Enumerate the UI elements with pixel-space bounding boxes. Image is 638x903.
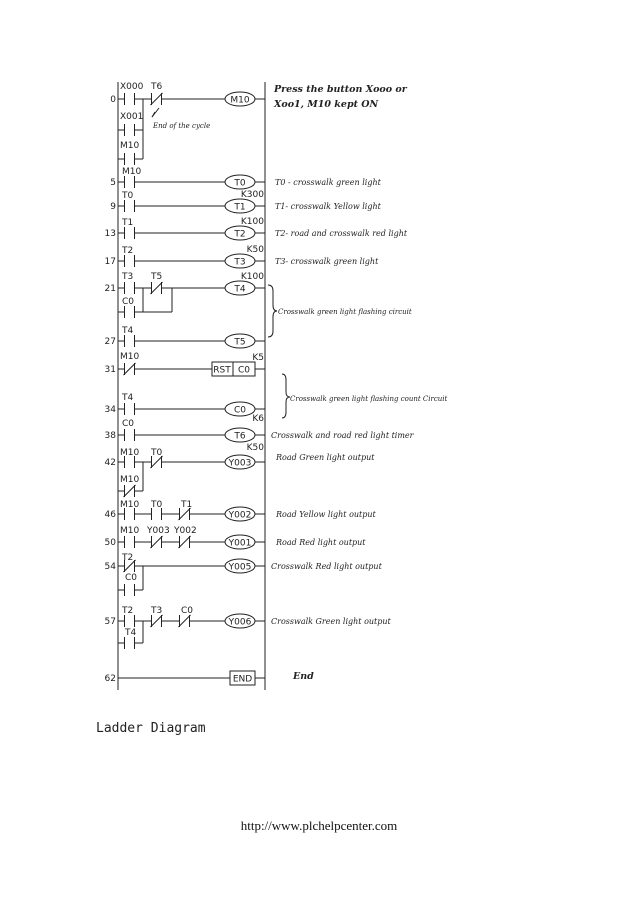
contact-t5-rung21 <box>151 282 163 294</box>
end-instruction-label: END <box>232 674 253 685</box>
step-9: 9 <box>110 202 116 212</box>
contact-m10b-rung42-label: M10 <box>120 475 140 485</box>
step-13: 13 <box>104 229 116 239</box>
coil-t1-label: T1 <box>234 202 246 213</box>
step-17: 17 <box>104 257 116 267</box>
preset-rung-13: K100 <box>240 217 264 227</box>
step-34: 34 <box>104 405 116 415</box>
contact-c0-rung38-label: C0 <box>122 419 135 429</box>
coil-y003-label: Y003 <box>228 458 252 469</box>
contact-t6 <box>151 93 163 105</box>
coil-rst-c0-label: C0 <box>237 365 251 376</box>
contact-m10-rung50 <box>125 536 135 548</box>
step-38: 38 <box>104 431 116 441</box>
note-rung-17: T3- crosswalk green light <box>275 257 379 266</box>
note-rung-46: Road Yellow light output <box>276 510 376 519</box>
contact-t4-rung57-label: T4 <box>125 628 137 638</box>
contact-c0-rung21-label: C0 <box>122 297 135 307</box>
note-rung-0-line2: Xoo1, M10 kept ON <box>274 99 379 110</box>
step-62: 62 <box>104 674 116 684</box>
contact-rung-5-label: M10 <box>122 167 142 177</box>
note-flashing-count: Crosswalk green light flashing count Circuit <box>290 395 448 403</box>
contact-y003-rung50-label: Y003 <box>147 526 170 536</box>
figure-caption: Ladder Diagram <box>96 721 206 736</box>
contact-m10-rung31 <box>124 363 136 375</box>
step-5: 5 <box>110 178 116 188</box>
contact-m10-rung50-label: M10 <box>120 526 140 536</box>
coil-t3-label: T3 <box>234 257 246 268</box>
contact-rung-13 <box>125 227 135 239</box>
contact-rung-17-label: T2 <box>122 246 134 256</box>
contact-x000-label: X000 <box>120 82 144 92</box>
contact-y002-rung50-label: Y002 <box>174 526 197 536</box>
contact-t3-rung57-label: T3 <box>151 606 163 616</box>
contact-m10-rung42-label: M10 <box>120 448 140 458</box>
step-21: 21 <box>104 284 116 294</box>
note-rung-42: Road Green light output <box>276 453 375 462</box>
contact-c0-rung38 <box>125 429 135 441</box>
contact-t4-rung34-label: T4 <box>122 393 134 403</box>
preset-rung-31: K5 <box>252 353 264 363</box>
preset-rung-34: K6 <box>252 414 264 424</box>
ladder-texts <box>105 82 415 685</box>
contact-t1-rung46-label: T1 <box>181 500 193 510</box>
coil-rst-c0-op: RST <box>213 365 231 376</box>
contact-t2-rung57 <box>125 615 135 627</box>
footer-url[interactable]: http://www.plchelpcenter.com <box>240 818 398 833</box>
contact-rung-13-label: T1 <box>122 218 134 228</box>
contact-m10-rung46-label: M10 <box>120 500 140 510</box>
contact-m10-rung31-label: M10 <box>120 352 140 362</box>
contact-t4-rung34 <box>125 403 135 415</box>
coil-t5-label: T5 <box>234 337 246 348</box>
preset-rung-42: K50 <box>246 443 264 453</box>
contact-x000 <box>125 93 135 105</box>
coil-y001-label: Y001 <box>228 538 252 549</box>
note-rung-50: Road Red light output <box>276 538 366 547</box>
preset-rung-21: K100 <box>240 272 264 282</box>
coil-m10-label: M10 <box>230 95 250 106</box>
contact-t3-rung21-label: T3 <box>122 272 134 282</box>
coil-t2-label: T2 <box>234 229 246 240</box>
contact-m10-hold <box>125 153 135 165</box>
coil-y002-label: Y002 <box>228 510 252 521</box>
note-rung-57: Crosswalk Green light output <box>271 617 391 626</box>
contact-c0-rung54 <box>125 584 135 596</box>
step-50: 50 <box>104 538 116 548</box>
note-rung-0-line1: Press the button Xooo or <box>274 84 407 95</box>
note-end-of-cycle: End of the cycle <box>153 122 211 130</box>
contact-t2-rung57-label: T2 <box>122 606 134 616</box>
contact-c0-rung57-label: C0 <box>181 606 194 616</box>
step-46: 46 <box>104 510 116 520</box>
contact-t4-rung57 <box>125 637 135 649</box>
contact-m10-hold-label: M10 <box>120 141 140 151</box>
note-rung-38: Crosswalk and road red light timer <box>271 431 414 440</box>
contact-t6-label: T6 <box>151 82 163 92</box>
coil-c0-label: C0 <box>233 405 247 416</box>
contact-y003-rung50 <box>151 536 163 548</box>
contact-c0-rung21 <box>125 306 135 318</box>
contact-rung-9-label: T0 <box>122 191 134 201</box>
contact-t2-rung54-label: T2 <box>122 553 134 563</box>
note-rung-5: T0 - crosswalk green light <box>275 178 381 187</box>
brace-flashing-count <box>282 374 290 418</box>
contact-t4-rung27-label: T4 <box>122 326 134 336</box>
brace-flashing-circuit <box>268 285 277 337</box>
contact-t3-rung21 <box>125 282 135 294</box>
step-0: 0 <box>110 95 116 105</box>
contact-rung-17 <box>125 255 135 267</box>
coil-t4-label: T4 <box>234 284 246 295</box>
preset-rung-17: K50 <box>246 245 264 255</box>
coil-y006-label: Y006 <box>228 617 252 628</box>
contact-t0-rung46-label: T0 <box>151 500 163 510</box>
contact-x001-label: X001 <box>120 112 144 122</box>
note-rung-13: T2- road and crosswalk red light <box>275 229 408 238</box>
contact-m10b-rung42 <box>124 485 136 497</box>
step-27: 27 <box>104 337 116 347</box>
contact-t5-rung21-label: T5 <box>151 272 163 282</box>
contact-y002-rung50 <box>179 536 191 548</box>
note-rung-54: Crosswalk Red light output <box>271 562 382 571</box>
contact-c0-rung54-label: C0 <box>125 573 138 583</box>
coil-t0-label: T0 <box>234 178 246 189</box>
note-rung-9: T1- crosswalk Yellow light <box>275 202 381 211</box>
ladder-wires <box>118 82 290 690</box>
step-54: 54 <box>104 562 116 572</box>
contact-t3-rung57 <box>151 615 163 627</box>
step-57: 57 <box>104 617 116 627</box>
contact-t4-rung27 <box>125 335 135 347</box>
contact-c0-rung57 <box>179 615 191 627</box>
contact-t0-rung42-label: T0 <box>151 448 163 458</box>
contact-rung-9 <box>125 200 135 212</box>
preset-rung-9: K300 <box>240 190 264 200</box>
coil-t6-label: T6 <box>234 431 246 442</box>
contact-x001 <box>125 124 135 136</box>
step-42: 42 <box>104 458 116 468</box>
contact-rung-5 <box>125 176 135 188</box>
step-31: 31 <box>104 365 116 375</box>
note-rung-62: End <box>293 671 314 682</box>
coil-y005-label: Y005 <box>228 562 252 573</box>
note-flashing-circuit: Crosswalk green light flashing circuit <box>278 308 412 316</box>
